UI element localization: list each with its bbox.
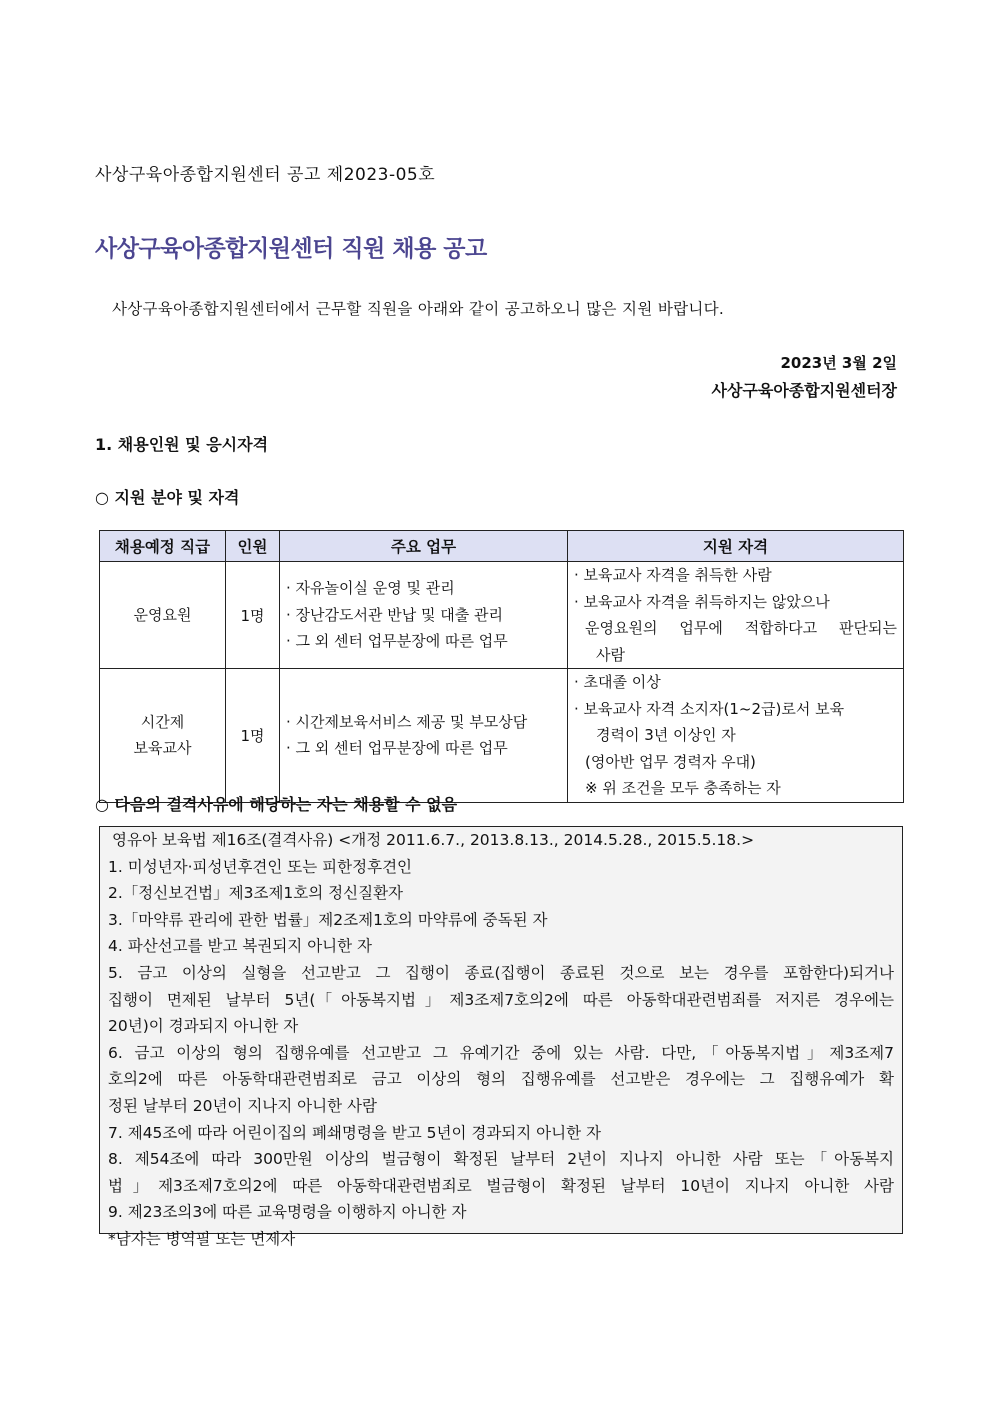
disqualification-item: 법」제3조제7호의2에 따른 아동학대관련범죄로 벌금형이 확정된 날부터 10년이 지나지 아니한 사람 (108, 1176, 894, 1195)
table-header-row (100, 531, 904, 562)
intro-text: 사상구육아종합지원센터에서 근무할 직원을 아래와 같이 공고하오니 많은 지원 바랍니다. (112, 300, 725, 318)
table-row (100, 562, 904, 669)
header-qualifications: 지원 자격 (568, 531, 904, 562)
qualification-item: · 보육교사 자격을 취득한 사람 (574, 566, 772, 584)
header-count: 인원 (226, 531, 280, 562)
position-text: 운영요원 (133, 605, 192, 624)
duty-item: · 그 외 센터 업무분장에 따른 업무 (286, 632, 508, 651)
duty-item: · 시간제보육서비스 제공 및 부모상담 (286, 712, 528, 731)
qualification-item: · 보육교사 자격을 취득하지는 않았으나 (574, 592, 830, 611)
subsection-positions: ○ 지원 분야 및 자격 (95, 488, 240, 507)
position-cell (100, 669, 226, 803)
position-text: 시간제 (140, 712, 185, 731)
page-title: 사상구육아종합지원센터 직원 채용 공고 (95, 236, 487, 262)
header-position: 채용예정 직급 (100, 531, 226, 562)
disqualification-item: 8. 제54조에 따라 300만원 이상의 벌금형이 확정된 날부터 2년이 지나지 아니한 사람 또는「아동복지 (108, 1150, 894, 1169)
section-heading: 1. 채용인원 및 응시자격 (95, 435, 269, 454)
table-row (100, 669, 904, 803)
position-text: 보육교사 (133, 739, 192, 758)
duties-cell (280, 669, 568, 803)
duty-item: · 장난감도서관 반납 및 대출 관리 (286, 605, 503, 624)
disqualification-item: 호의2에 따른 아동학대관련범죄로 금고 이상의 형의 집행유예를 선고받은 경우에는 그 집행유예가 확 (108, 1070, 894, 1089)
disqualification-item: 집행이 면제된 날부터 5년(「아동복지법」제3조제7호의2에 따른 아동학대관련범죄를 저지른 경우에는 (108, 990, 894, 1009)
qualifications-cell (568, 669, 904, 803)
qualification-item: 경력이 3년 이상인 자 (596, 726, 736, 744)
notice-date: 2023년 3월 2일 (780, 354, 897, 372)
disqualification-item: 6. 금고 이상의 형의 집행유예를 선고받고 그 유예기간 중에 있는 사람. 다만,「아동복지법」제3조제7 (108, 1043, 894, 1062)
notice-number: 사상구육아종합지원센터 공고 제2023-05호 (95, 165, 436, 185)
disqualification-item: 2.「정신보건법」제3조제1호의 정신질환자 (108, 884, 404, 903)
qualification-item: 사람 (596, 645, 625, 664)
duty-item: · 그 외 센터 업무분장에 따른 업무 (286, 739, 508, 758)
disqualification-box (99, 826, 903, 1248)
qualification-item: 운영요원의 업무에 적합하다고 판단되는 (585, 619, 897, 637)
disqualification-item: 1. 미성년자·피성년후견인 또는 피한정후견인 (108, 857, 413, 876)
disqualification-item: 정된 날부터 20년이 지나지 아니한 사람 (108, 1096, 377, 1115)
header-duties: 주요 업무 (280, 531, 568, 562)
military-note: *남자는 병역필 또는 면제자 (108, 1229, 296, 1248)
qualification-item: · 보육교사 자격 소지자(1~2급)로서 보육 (574, 699, 845, 718)
duties-cell (280, 562, 568, 669)
law-reference: 영유아 보육법 제16조(결격사유) <개정 2011.6.7., 2013.8.13., 2014.5.28., 2015.5.18.> (112, 831, 755, 849)
count-cell: 1명 (226, 669, 280, 803)
qualifications-cell (568, 562, 904, 669)
signer: 사상구육아종합지원센터장 (711, 381, 897, 400)
disqualification-item: 20년)이 경과되지 아니한 자 (108, 1017, 299, 1036)
disqualification-item: 9. 제23조의3에 따른 교육명령을 이행하지 아니한 자 (108, 1203, 467, 1222)
qualification-item: (영아반 업무 경력자 우대) (585, 752, 756, 771)
qualification-item: · 초대졸 이상 (574, 673, 661, 691)
duty-item: · 자유놀이실 운영 및 관리 (286, 579, 455, 598)
positions-table (99, 530, 904, 803)
disqualification-item: 3.「마약류 관리에 관한 법률」제2조제1호의 마약류에 중독된 자 (108, 910, 548, 929)
subsection-disqualify: ○ 다음의 결격사유에 해당하는 자는 채용할 수 없음 (95, 795, 458, 814)
position-cell (100, 562, 226, 669)
disqualification-item: 7. 제45조에 따라 어린이집의 폐쇄명령을 받고 5년이 경과되지 아니한 자 (108, 1123, 601, 1142)
qualification-item: ※ 위 조건을 모두 충족하는 자 (585, 779, 781, 797)
count-cell: 1명 (226, 562, 280, 669)
disqualification-item: 5. 금고 이상의 실형을 선고받고 그 집행이 종료(집행이 종료된 것으로 보는 경우를 포함한다)되거나 (108, 963, 894, 982)
disqualification-item: 4. 파산선고를 받고 복권되지 아니한 자 (108, 937, 373, 956)
